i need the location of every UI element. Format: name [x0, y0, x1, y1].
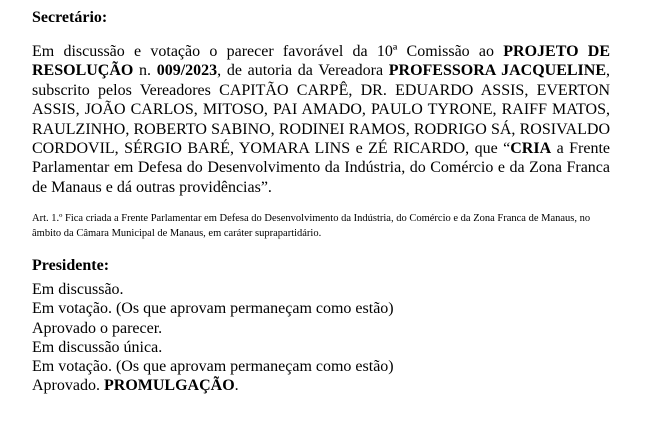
action-verb: CRIA	[510, 140, 552, 158]
president-line-5: Em votação. (Os que aprovam permaneçam como estão)	[32, 358, 394, 376]
statement-text-2: n.	[133, 62, 157, 80]
president-line-2: Em votação. (Os que aprovam permaneçam como estão)	[32, 300, 394, 318]
project-number: 009/2023	[156, 62, 218, 80]
statement-text-5: a Frente Parlamentar em Defesa do Desenvolvimento da Indústria, do Comércio e da Zona Franca de Manaus e dá outras providências”.	[32, 140, 611, 196]
secretary-label: Secretário:	[32, 9, 108, 26]
statement-text-3: , de autoria da Vereadora	[217, 62, 389, 80]
president-line-6	[32, 376, 610, 395]
document-page	[32, 8, 610, 395]
period-text: .	[234, 377, 239, 395]
project-type: PROJETO DE RESOLUÇÃO	[32, 43, 611, 80]
president-line-4: Em discussão única.	[32, 338, 163, 356]
secretary-statement	[32, 42, 610, 197]
president-label: Presidente:	[32, 257, 110, 275]
president-line-1: Em discussão.	[32, 281, 124, 299]
statement-text-4: , subscrito pelos Vereadores CAPITÃO CARPÊ, DR. EDUARDO ASSIS, EVERTON ASSIS, JOÃO CARLOS, MITOSO, PAI AMADO, PAULO TYRONE, RAIFF MATOS, RAULZINHO, ROBERTO SABINO, RODINEI RAMOS, RODRIGO SÁ, ROSIVALDO CORDOVIL, SÉRGIO BARÉ, YOMARA LINS e ZÉ RICARDO, que “	[32, 62, 611, 158]
president-line-3: Aprovado o parecer.	[32, 319, 163, 337]
promulgation-text: PROMULGAÇÃO	[103, 377, 235, 395]
article-text: Art. 1.º Fica criada a Frente Parlamentar em Defesa do Desenvolvimento da Indústria, do Comércio e da Zona Franca de Manaus, no âmbito da Câmara Municipal de Manaus, em caráter suprapartidário.	[32, 213, 591, 240]
approval-text: Aprovado.	[32, 377, 104, 395]
statement-text-1: Em discussão e votação o parecer favorável da 10ª Comissão ao	[32, 43, 504, 60]
author-name: PROFESSORA JACQUELINE	[388, 62, 607, 80]
